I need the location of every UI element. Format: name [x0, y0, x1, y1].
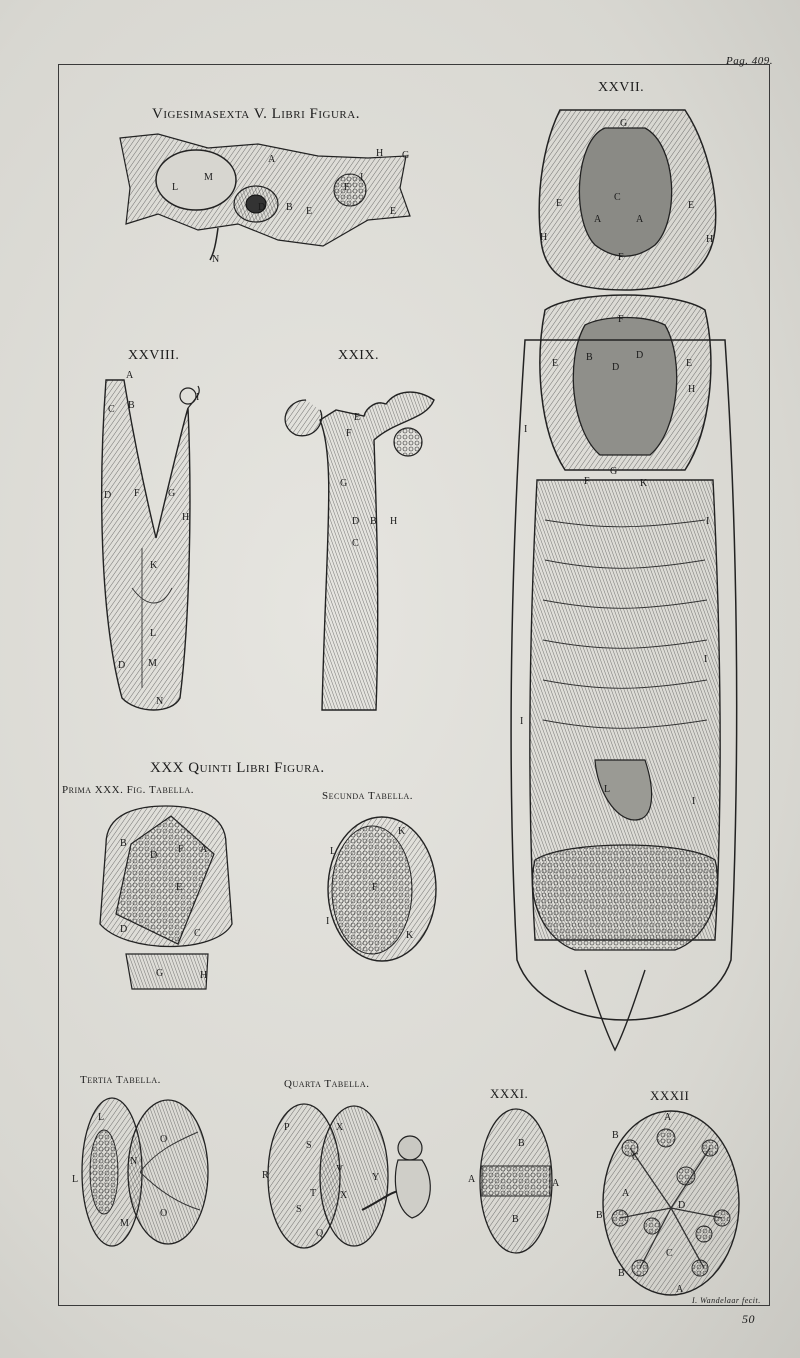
ref-letter: I	[524, 424, 528, 435]
ref-letter: F	[134, 488, 140, 499]
ref-letter: F	[344, 182, 350, 193]
ref-letter: S	[296, 1204, 302, 1215]
ref-letter: G	[156, 968, 164, 979]
ref-letter: L	[604, 784, 611, 795]
ref-letter: A	[126, 370, 134, 381]
ref-letter: D	[118, 660, 126, 671]
ref-letter: K	[406, 930, 414, 941]
ref-letter: C	[666, 1248, 673, 1259]
ref-letter: A	[664, 1112, 672, 1123]
ref-letter: L	[72, 1174, 79, 1185]
ref-letter: B	[612, 1130, 619, 1141]
ref-letter: D	[120, 924, 128, 935]
ref-letter: X	[336, 1122, 344, 1133]
page-reference: Pag. 409.	[726, 55, 773, 67]
fig26-title: Vigesimasexta V. Libri Figura.	[152, 106, 360, 122]
ref-letter: E	[390, 206, 397, 217]
ref-letter: E	[552, 358, 559, 369]
ref-letter: B	[518, 1138, 525, 1149]
ref-letter: B	[596, 1210, 603, 1221]
ref-letter: F	[618, 252, 624, 263]
ref-letter: A	[552, 1178, 560, 1189]
ref-letter: E	[354, 412, 361, 423]
secunda-tabella-title: Secunda Tabella.	[322, 790, 414, 802]
ref-letter: N	[130, 1156, 138, 1167]
tertia-tabella-title: Tertia Tabella.	[80, 1074, 161, 1086]
ref-letter: A	[268, 154, 276, 165]
ref-letter: A	[622, 1188, 630, 1199]
ref-letter: F	[618, 314, 624, 325]
ref-letter: F	[346, 428, 352, 439]
ref-letter: B	[120, 838, 127, 849]
ref-letter: K	[150, 560, 158, 571]
ref-letter: B	[618, 1268, 625, 1279]
ref-letter: D	[150, 850, 158, 861]
quarta-tabella-title: Quarta Tabella.	[284, 1078, 370, 1090]
ref-letter: D	[612, 362, 620, 373]
ref-letter: V	[336, 1164, 344, 1175]
ref-letter: F	[178, 844, 184, 855]
ref-letter: O	[160, 1208, 168, 1219]
ref-letter: E	[688, 200, 695, 211]
ref-letter: C	[614, 192, 621, 203]
ref-letter: C	[352, 538, 359, 549]
ref-letter: O	[160, 1134, 168, 1145]
ref-letter: D	[678, 1200, 686, 1211]
fig27-title: XXVII.	[598, 80, 645, 95]
ref-letter: H	[390, 516, 398, 527]
ref-letter: L	[98, 1112, 105, 1123]
ref-letter: A	[594, 214, 602, 225]
ref-letter: A	[200, 844, 208, 855]
ref-letter: G	[402, 150, 410, 161]
ref-letter: H	[376, 148, 384, 159]
ref-letter: K	[640, 478, 648, 489]
ref-letter: D	[352, 516, 360, 527]
ref-letter: P	[284, 1122, 290, 1133]
ref-letter: X	[340, 1190, 348, 1201]
ref-letter: L	[172, 182, 179, 193]
ref-letter: M	[120, 1218, 129, 1229]
ref-letter: I	[704, 654, 708, 665]
ref-letter: M	[204, 172, 213, 183]
ref-letter: R	[262, 1170, 269, 1181]
ref-letter: I	[692, 796, 696, 807]
ref-letter: G	[620, 118, 628, 129]
ref-letter: B	[128, 400, 135, 411]
ref-letter: E	[306, 206, 313, 217]
ref-letter: G	[168, 488, 176, 499]
ref-letter: I	[706, 516, 710, 527]
ref-letter: H	[706, 234, 714, 245]
ref-letter: F	[372, 882, 378, 893]
ref-letter: G	[340, 478, 348, 489]
ref-letter: G	[610, 466, 618, 477]
ref-letter: T	[310, 1188, 317, 1199]
ref-letter: D	[104, 490, 112, 501]
ref-letter: S	[306, 1140, 312, 1151]
ref-letter: C	[632, 1152, 639, 1163]
ref-letter: Q	[316, 1228, 324, 1239]
ref-letter: B	[512, 1214, 519, 1225]
sheet-number: 50	[742, 1312, 755, 1326]
ref-letter: B	[370, 516, 377, 527]
ref-letter: B	[286, 202, 293, 213]
ref-letter: E	[686, 358, 693, 369]
fig31-title: XXXI.	[490, 1086, 529, 1101]
ref-letter: E	[176, 882, 183, 893]
fig29-title: XXIX.	[338, 348, 379, 363]
ref-letter: E	[556, 198, 563, 209]
ref-letter: I	[520, 716, 524, 727]
prima-tabella-title: Prima XXX. Fig. Tabella.	[62, 784, 194, 796]
ref-letter: N	[156, 696, 164, 707]
ref-letter: D	[636, 350, 644, 361]
ref-letter: I	[360, 172, 364, 183]
ref-letter: A	[468, 1174, 476, 1185]
fig28-title: XXVIII.	[128, 348, 180, 363]
ref-letter: B	[586, 352, 593, 363]
ref-letter: L	[150, 628, 157, 639]
ref-letter: A	[636, 214, 644, 225]
ref-letter: I	[326, 916, 330, 927]
ref-letter: D	[258, 202, 266, 213]
ref-letter: H	[688, 384, 696, 395]
ref-letter: M	[148, 658, 157, 669]
ref-letter: L	[330, 846, 337, 857]
ref-letter: I	[196, 392, 200, 403]
ref-letter: C	[194, 928, 201, 939]
ref-letter: C	[108, 404, 115, 415]
ref-letter: Y	[372, 1172, 380, 1183]
ref-letter: N	[212, 254, 220, 265]
ref-letter: F	[584, 476, 590, 487]
ref-letter: H	[540, 232, 548, 243]
fig32-title: XXXII	[650, 1088, 690, 1103]
ref-letter: K	[398, 826, 406, 837]
engraver-signature: I. Wandelaar fecit.	[692, 1296, 761, 1305]
fig30-title: XXX Quinti Libri Figura.	[150, 760, 325, 776]
ref-letter: A	[676, 1284, 684, 1295]
ref-letter: H	[182, 512, 190, 523]
ref-letter: H	[200, 970, 208, 981]
